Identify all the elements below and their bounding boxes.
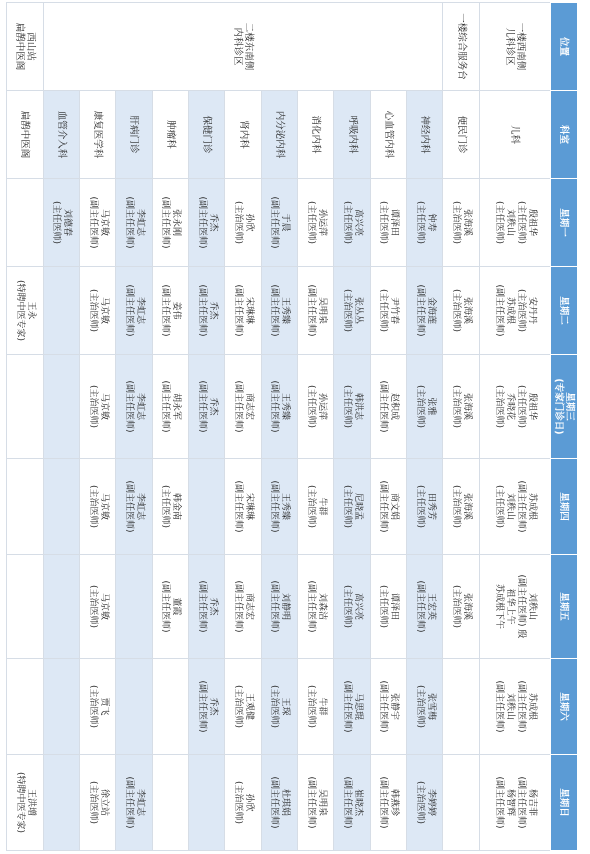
header-cell: 星期二: [551, 267, 578, 355]
header-cell: 位置: [551, 3, 578, 91]
doctor-cell: 乔杰 (副主任医师): [188, 555, 224, 659]
doctor-cell: 王秀臻 (副主任医师): [261, 459, 297, 555]
doctor-cell: 吴明泉 (副主任医师): [298, 267, 334, 355]
doctor-cell: 韩燕珍 (副主任医师): [370, 755, 406, 851]
doctor-cell: 钟寿 (主任医师): [407, 179, 443, 267]
doctor-cell: 牛群 (主治医师): [298, 459, 334, 555]
doctor-cell: 于晨 (副主任医师): [261, 179, 297, 267]
doctor-cell: 商志宏 (副主任医师): [225, 555, 261, 659]
doctor-cell: [43, 659, 79, 755]
doctor-cell: 张海溪 (主治医师): [443, 267, 479, 355]
doctor-cell: 王永 (特聘中医专家): [7, 267, 44, 355]
doctor-cell: 王宏英 (副主任医师): [407, 555, 443, 659]
header-cell: 科室: [551, 91, 578, 179]
doctor-cell: 尼晓孟 (主任医师): [334, 459, 370, 555]
doctor-cell: 董霞 (副主任医师): [152, 555, 188, 659]
doctor-cell: 马京敏 (副主任医师): [79, 179, 115, 267]
doctor-cell: 张海溪 (主治医师): [443, 179, 479, 267]
doctor-cell: 孙欣 (主治医师): [225, 755, 261, 851]
doctor-cell: 安丹丹 (主治医师) 苏成根 (副主任医师): [479, 267, 550, 355]
location-cell: 一楼西南侧 儿科诊区: [479, 3, 550, 91]
doctor-cell: [7, 459, 44, 555]
table-row: [225, 3, 261, 851]
header-cell: 星期日: [551, 755, 578, 851]
doctor-cell: 杨吉菲 (副主任医师) 杨智辉 (副主任医师): [479, 755, 550, 851]
doctor-cell: 金海莲 (副主任医师): [407, 267, 443, 355]
doctor-cell: 牛群 (主治医师): [298, 659, 334, 755]
header-cell: 星期五: [551, 555, 578, 659]
doctor-cell: 孙运萍 (主任医师): [298, 179, 334, 267]
doctor-cell: [7, 355, 44, 459]
doctor-cell: [43, 555, 79, 659]
doctor-cell: 苏成根 (副主任医师) 刘秩山 (主任医师): [479, 459, 550, 555]
department-cell: 肾内科: [225, 91, 261, 179]
table-row: [43, 3, 79, 851]
doctor-cell: 乔杰 (副主任医师): [188, 659, 224, 755]
doctor-cell: 殷祖华 (主任医师) 乔晓花 (主治医师): [479, 355, 550, 459]
department-cell: 康复医学科: [79, 91, 115, 179]
doctor-cell: 刘森洁 (副主任医师): [298, 555, 334, 659]
department-cell: 便民门诊: [443, 91, 479, 179]
doctor-cell: [7, 179, 44, 267]
header-cell: 星期六: [551, 659, 578, 755]
doctor-cell: 崔晓杰 (副主任医师): [334, 755, 370, 851]
doctor-cell: 乔杰 (副主任医师): [188, 267, 224, 355]
doctor-cell: 贾飞 (主治医师): [79, 659, 115, 755]
doctor-cell: 宋琳琳 (副主任医师): [225, 459, 261, 555]
table-row: [443, 3, 479, 851]
doctor-cell: 王琛 (主治医师): [261, 659, 297, 755]
doctor-cell: 张雪梅 (主治医师): [407, 659, 443, 755]
doctor-cell: 徐立站 (主治医师): [79, 755, 115, 851]
doctor-cell: 吴明泉 (副主任医师): [298, 755, 334, 851]
doctor-cell: 张海溪 (主治医师): [443, 355, 479, 459]
department-cell: 儿科: [479, 91, 550, 179]
doctor-cell: 孙欣 (主治医师): [225, 179, 261, 267]
doctor-cell: [443, 755, 479, 851]
table-row: [370, 3, 406, 851]
doctor-cell: [443, 659, 479, 755]
doctor-cell: 韩金南 (主任医师): [152, 459, 188, 555]
doctor-cell: 刘德春 (主任医师): [43, 179, 79, 267]
doctor-cell: 张丛丛 (主治医师): [334, 267, 370, 355]
doctor-cell: 张海溪 (主治医师): [443, 555, 479, 659]
department-cell: 神经内科: [407, 91, 443, 179]
doctor-cell: 刘秩山 (副主任医师) 殷 祖华上午 苏成根下午: [479, 555, 550, 659]
department-cell: 扁鹊中医阁: [7, 91, 44, 179]
schedule-body: [7, 3, 551, 851]
doctor-cell: 张静宇 (副主任医师): [370, 659, 406, 755]
doctor-cell: 谭泽田 (主任医师): [370, 555, 406, 659]
table-row: [116, 3, 152, 851]
department-cell: 呼吸内科: [334, 91, 370, 179]
doctor-cell: 乔杰 (副主任医师): [188, 179, 224, 267]
doctor-cell: 李虹志 (副主任医师): [116, 355, 152, 459]
doctor-cell: 高兴亮 (主任医师): [334, 179, 370, 267]
doctor-cell: 尹竹春 (主任医师): [370, 267, 406, 355]
table-row: [7, 3, 44, 851]
doctor-cell: 姜伟 (副主任医师): [152, 267, 188, 355]
doctor-cell: 刘静明 (副主任医师): [261, 555, 297, 659]
doctor-cell: 王秀臻 (副主任医师): [261, 355, 297, 459]
doctor-cell: [43, 459, 79, 555]
doctor-cell: 李虹志 (副主任医师): [116, 267, 152, 355]
doctor-cell: 宋琳琳 (副主任医师): [225, 267, 261, 355]
department-cell: 肝病门诊: [116, 91, 152, 179]
doctor-cell: 韩洪志 (主任医师): [334, 355, 370, 459]
table-row: [79, 3, 115, 851]
department-cell: 内分泌内科: [261, 91, 297, 179]
header-cell: 星期一: [551, 179, 578, 267]
doctor-cell: 李虹志 (副主任医师): [116, 179, 152, 267]
table-row: [152, 3, 188, 851]
doctor-cell: 张永刚 (副主任医师): [152, 179, 188, 267]
doctor-cell: 殷祖华 (主任医师) 刘秩山 (主任医师): [479, 179, 550, 267]
doctor-cell: 高兴亮 (主任医师): [334, 555, 370, 659]
table-row: [298, 3, 334, 851]
doctor-cell: 王秀臻 (副主任医师): [261, 267, 297, 355]
doctor-cell: 商文娟 (副主任医师): [370, 459, 406, 555]
doctor-cell: 杜琪娟 (副主任医师): [261, 755, 297, 851]
location-cell: 二楼东南侧 内科诊区: [43, 3, 443, 91]
doctor-cell: 胡永军 (副主任医师): [152, 355, 188, 459]
doctor-cell: 乔杰 (副主任医师): [188, 355, 224, 459]
doctor-cell: 田秀芳 (主任医师): [407, 459, 443, 555]
location-cell: 西山站 扁鹊中医阁: [7, 3, 44, 91]
doctor-cell: 苏成根 (副主任医师) 刘秩山 (副主任医师): [479, 659, 550, 755]
department-cell: 血管介入科: [43, 91, 79, 179]
doctor-cell: [43, 755, 79, 851]
header-cell: 星期三 (专家门诊日): [551, 355, 578, 459]
doctor-cell: 马京敏 (主治医师): [79, 267, 115, 355]
doctor-cell: [152, 755, 188, 851]
doctor-cell: [7, 659, 44, 755]
location-cell: 一楼综合服务台: [443, 3, 479, 91]
doctor-cell: [7, 555, 44, 659]
table-row: [407, 3, 443, 851]
table-row: [334, 3, 370, 851]
doctor-cell: [152, 659, 188, 755]
doctor-cell: 谭泽田 (主任医师): [370, 179, 406, 267]
doctor-cell: 马京敏 (主治医师): [79, 459, 115, 555]
doctor-cell: [116, 555, 152, 659]
schedule-table: [6, 2, 578, 851]
doctor-cell: 张海溪 (主治医师): [443, 459, 479, 555]
doctor-cell: 王洪增 (特聘中医专家): [7, 755, 44, 851]
table-row: [479, 3, 550, 851]
department-cell: 消化内科: [298, 91, 334, 179]
doctor-cell: 李婷婷 (主治医师): [407, 755, 443, 851]
doctor-cell: 赵积成 (副主任医师): [370, 355, 406, 459]
doctor-cell: [116, 659, 152, 755]
doctor-cell: [43, 355, 79, 459]
header-cell: 星期四: [551, 459, 578, 555]
doctor-cell: [188, 755, 224, 851]
header-row: [551, 3, 578, 851]
table-row: [261, 3, 297, 851]
doctor-cell: 马京敏 (主治医师): [79, 555, 115, 659]
doctor-cell: 李虹志 (副主任医师): [116, 459, 152, 555]
doctor-cell: 马思琨 (副主任医师): [334, 659, 370, 755]
doctor-cell: [43, 267, 79, 355]
department-cell: 肿瘤科: [152, 91, 188, 179]
department-cell: 保健门诊: [188, 91, 224, 179]
doctor-cell: 王观健 (主治医师): [225, 659, 261, 755]
doctor-cell: [188, 459, 224, 555]
doctor-cell: 马京敏 (主治医师): [79, 355, 115, 459]
doctor-cell: 孙运萍 (主任医师): [298, 355, 334, 459]
doctor-cell: 商志宏 (副主任医师): [225, 355, 261, 459]
doctor-cell: 李虹志 (副主任医师): [116, 755, 152, 851]
table-row: [188, 3, 224, 851]
department-cell: 心血管内科: [370, 91, 406, 179]
doctor-cell: 张雅 (主治医师): [407, 355, 443, 459]
